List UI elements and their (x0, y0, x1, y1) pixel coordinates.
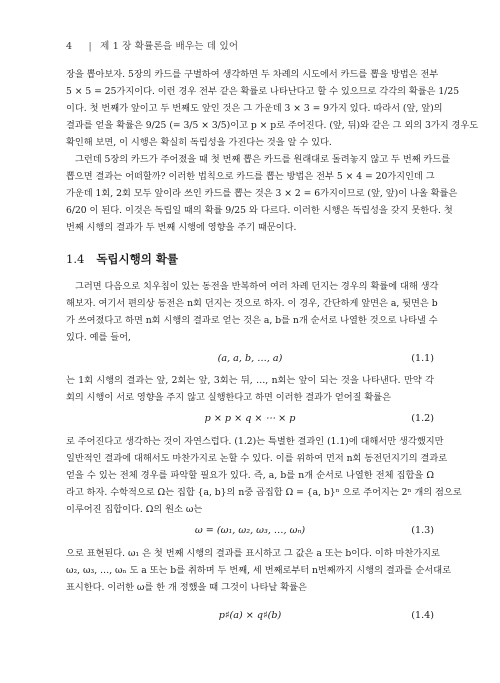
equation-number: (1.4) (411, 610, 434, 621)
text-line: 가 쓰여졌다고 하면 n회 시행의 결과로 얻는 것은 a, b를 n개 순서로 나열한 것으로 나타낼 수 (66, 315, 438, 326)
text-line: 뽑으면 결과는 어떠할까? 이러한 법칙으로 카드를 뽑는 방법은 전부 5 × 4 = 20가지인데 그 (66, 171, 435, 182)
equation-expression: ω = (ω₁, ω₂, ω₃, …, ωₙ) (194, 525, 306, 536)
text-line: 라고 하자. 수학적으로 Ω는 집합 {a, b}의 n중 곱집합 Ω = {a, b}ⁿ 으로 주어지는 2ⁿ 개의 점으로 (66, 487, 462, 498)
text-line: 결과를 얻을 확률은 9/25 (= 3/5 × 3/5)이고 p × p로 주어진다. (앞, 뒤)와 같은 그 외의 3가지 경우도 (66, 120, 479, 131)
text-line: 회의 시행이 서로 영향을 주지 않고 실행한다고 하면 이러한 결과가 얻어질 확률은 (66, 392, 392, 403)
text-line: 얻을 수 있는 전체 경우를 파악할 필요가 있다. 즉, a, b를 n개 순서로 나열한 전체 집합을 Ω (66, 470, 434, 481)
text-line: 는 1회 시행의 결과는 앞, 2회는 앞, 3회는 뒤, …, n회는 앞이 되는 것을 나타낸다. 만약 각 (66, 375, 434, 386)
text-line: 이루어진 집합이다. Ω의 원소 ω는 (66, 504, 203, 515)
equation-number: (1.3) (411, 525, 434, 536)
section-heading (66, 251, 434, 267)
text-line: 해보자. 여기서 편의상 동전은 n회 던지는 것으로 하자. 이 경우, 간단하게 앞면은 a, 뒷면은 b (66, 298, 438, 309)
text-line: ω₂, ω₃, …, ωₙ 도 a 또는 b를 취하며 두 번째, 세 번째로부터 n번째까지 시행의 결과를 순서대로 (66, 565, 451, 576)
equation-expression: p × p × q × ⋯ × p (204, 413, 296, 424)
text-line: 으로 표현된다. ω₁ 은 첫 번째 시행의 결과를 표시하고 그 값은 a 또는 b이다. 이하 마찬가지로 (66, 548, 440, 559)
text-line: 가운데 1회, 2회 모두 앞이라 쓰인 카드를 뽑는 것은 3 × 2 = 6가지이므로 (앞, 앞)이 나올 확률은 (66, 188, 458, 199)
text-line: 확인해 보면, 이 시행은 확실히 독립성을 가진다는 것을 알 수 있다. (66, 137, 332, 148)
text-line: 그러면 다음으로 치우침이 있는 동전을 반복하여 여러 차례 던지는 경우의 확률에 대해 생각 (75, 281, 439, 292)
equation-expression: (a, a, b, …, a) (217, 353, 283, 364)
text-line: 번째 시행의 결과가 두 번째 시행에 영향을 주기 때문이다. (66, 222, 297, 233)
text-line: 일반적인 결과에 대해서도 마찬가지로 논할 수 있다. 이를 위하여 먼저 n회 동전던지기의 결과로 (66, 453, 448, 464)
header-separator: | (88, 41, 92, 52)
text-line: 장을 뽑아보자. 5장의 카드를 구별하여 생각하면 두 차례의 시도에서 카드를 뽑을 방법은 전부 (66, 69, 439, 80)
equation-expression: p♯(a) × q♯(b) (218, 610, 282, 621)
equation-1-4 (66, 608, 434, 624)
text-line: 로 주어진다고 생각하는 것이 자연스럽다. (1.2)는 특별한 결과인 (1.1)에 대해서만 생각했지만 (66, 436, 444, 447)
equation-1-1 (66, 351, 434, 367)
equation-number: (1.2) (411, 413, 434, 424)
text-line: 그런데 5장의 카드가 주어졌을 때 첫 번째 뽑은 카드를 원래대로 돌려놓지 않고 두 번째 카드를 (75, 154, 451, 165)
text-line: 이다. 첫 번째가 앞이고 두 번째도 앞인 것은 그 가운데 3 × 3 = 9가지 있다. 따라서 (앞, 앞)의 (66, 103, 443, 114)
equation-number: (1.1) (411, 353, 434, 364)
text-line: 있다. 예를 들어, (66, 332, 131, 343)
equation-1-2 (66, 411, 434, 427)
section-title: 독립시행의 확률 (96, 252, 179, 266)
text-line: 5 × 5 = 25가지이다. 이런 경우 전부 같은 확률로 나타난다고 할 수 있으므로 각각의 확률은 1/25 (66, 86, 460, 97)
running-header (66, 38, 238, 52)
text-line: 표시한다. 이러한 ω를 한 개 정했을 때 그것이 나타날 확률은 (66, 582, 307, 593)
chapter-title: 제 1 장 확률론을 배우는 데 있어 (100, 41, 239, 52)
text-line: 6/20 이 된다. 이것은 독립일 때의 확률 9/25 와 다르다. 이러한 시행은 독립성을 갖지 못한다. 첫 (66, 205, 453, 216)
page-number: 4 (66, 41, 73, 52)
section-number: 1.4 (66, 252, 85, 266)
equation-1-3 (66, 523, 434, 539)
